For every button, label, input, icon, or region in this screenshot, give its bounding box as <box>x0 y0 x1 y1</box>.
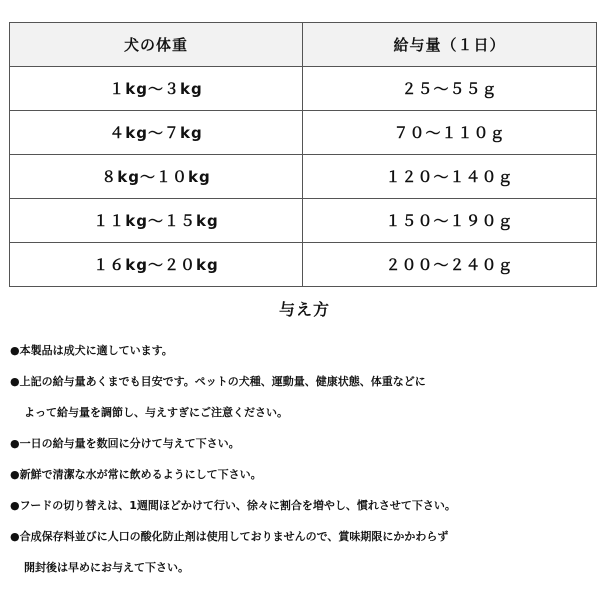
table-row <box>10 155 597 199</box>
amount-cell: ２５～５５ｇ <box>303 67 597 111</box>
note-text: ●上記の給与量あくまでも目安です。ペットの犬種、運動量、健康状態、体重などに <box>10 375 426 388</box>
amount-cell: １５０～１９０ｇ <box>303 199 597 243</box>
list-item <box>10 490 600 521</box>
weight-cell: １６kg～２０kg <box>10 243 303 287</box>
table-row <box>10 67 597 111</box>
feeding-amount-table <box>9 22 597 287</box>
weight-cell: ４kg～７kg <box>10 111 303 155</box>
header-daily-amount: 給与量（１日） <box>303 23 597 67</box>
note-text: ●一日の給与量を数回に分けて与えて下さい。 <box>10 437 240 450</box>
amount-cell: ７０～１１０ｇ <box>303 111 597 155</box>
list-item <box>10 459 600 490</box>
weight-cell: １１kg～１５kg <box>10 199 303 243</box>
list-item <box>10 366 600 428</box>
table-header-row <box>10 23 597 67</box>
table-row <box>10 199 597 243</box>
note-text: ●本製品は成犬に適しています。 <box>10 344 173 357</box>
amount-cell: １２０～１４０ｇ <box>303 155 597 199</box>
table-row <box>10 111 597 155</box>
note-text: ●合成保存料並びに人口の酸化防止剤は使用しておりませんので、賞味期限にかかわらず <box>10 530 449 543</box>
weight-cell: １kg～３kg <box>10 67 303 111</box>
note-text: ●新鮮で清潔な水が常に飲めるようにして下さい。 <box>10 468 262 481</box>
note-text: ●フードの切り替えは、1週間ほどかけて行い、徐々に割合を増やし、慣れさせて下さい。 <box>10 499 456 512</box>
weight-cell: ８kg～１０kg <box>10 155 303 199</box>
header-dog-weight: 犬の体重 <box>10 23 303 67</box>
feeding-notes-list <box>10 335 600 583</box>
list-item <box>10 335 600 366</box>
list-item <box>10 428 600 459</box>
table-row <box>10 243 597 287</box>
list-item <box>10 521 600 583</box>
note-text-continued: よって給与量を調節し、与えすぎにご注意ください。 <box>24 406 288 419</box>
note-text-continued: 開封後は早めにお与えて下さい。 <box>24 561 189 574</box>
amount-cell: ２００～２４０ｇ <box>303 243 597 287</box>
feeding-instructions-title: 与え方 <box>278 300 330 319</box>
